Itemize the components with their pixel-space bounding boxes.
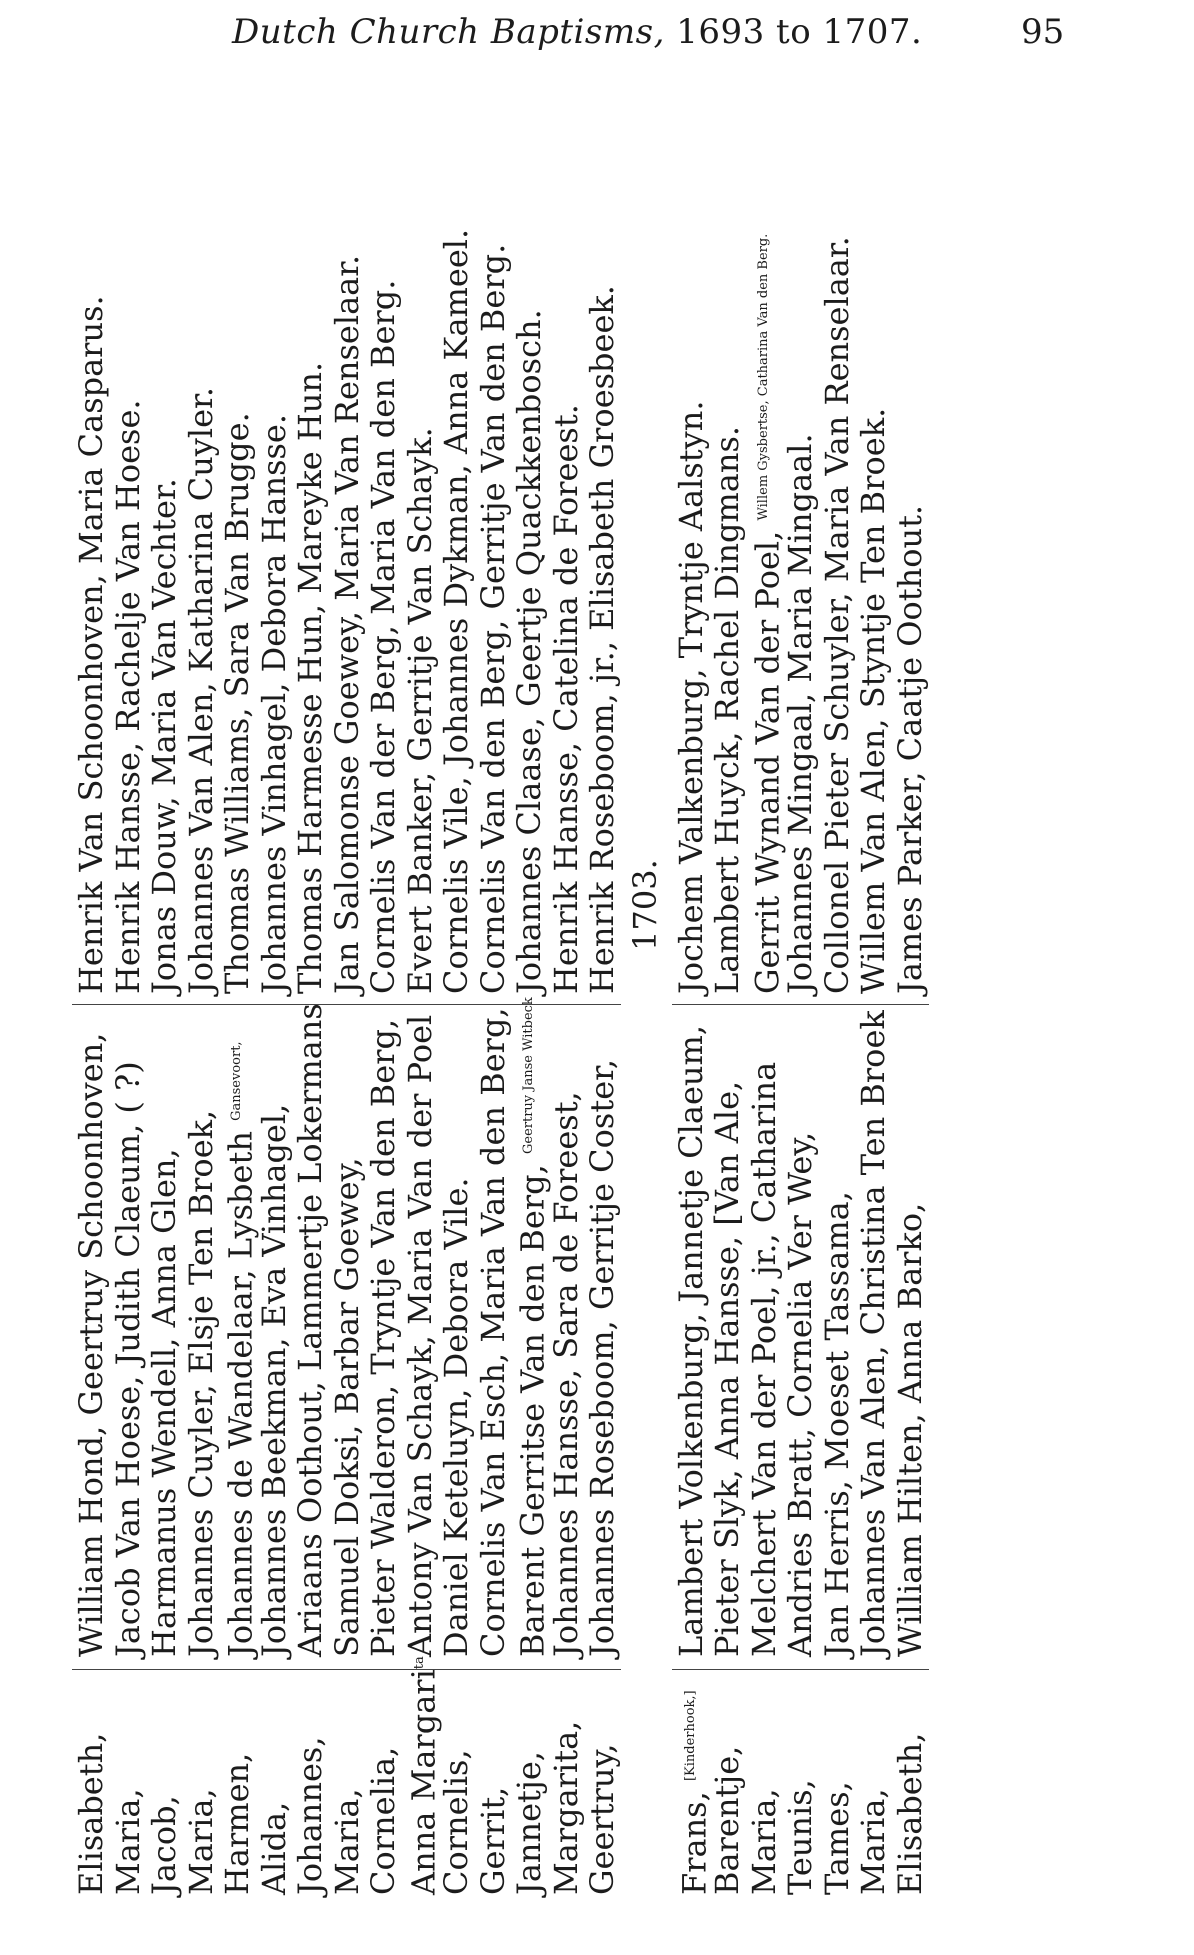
parents-names: William Hond, Geertruy Schoonhoven, [72, 607, 110, 1670]
parents-names: Johannes Beekman, Eva Vinhagel, [255, 607, 293, 1670]
sponsors-names: Cornelis Vile, Johannes Dykman, Anna Kameel. [437, 54, 475, 1005]
register-row [474, 55, 512, 1895]
child-name: Maria, [744, 1788, 783, 1895]
sponsors-names: Gerrit Wynand Van der Poel, $^{Willem Gysbertse, Catharina Van den Berg.}$ [745, 54, 787, 1005]
child-name: Cornelia, [364, 1746, 402, 1895]
parents-names: Pieter Walderon, Tryntje Van den Berg, [364, 607, 402, 1670]
register-row [547, 55, 585, 1895]
parents-names: Ariaans Oothout, Lammertje Lokermans [291, 607, 329, 1670]
register-row [671, 55, 714, 1895]
register-row [818, 55, 856, 1895]
parents-names: Daniel Keteluyn, Debora Vile. [437, 607, 475, 1670]
child-name: Maria, [854, 1788, 892, 1895]
sponsors-names: Jochem Valkenburg, Tryntje Aalstyn. [672, 54, 710, 1005]
sponsors-names: Johannes Van Alen, Katharina Cuyler. [182, 54, 220, 1005]
register-row [218, 55, 260, 1895]
sponsors-names: Johannes Mingaal, Maria Mingaal. [781, 54, 819, 1005]
parents-names: Jacob Van Hoese, Judith Claeum, ( ?) [109, 607, 147, 1670]
child-name: Maria, [181, 1788, 220, 1895]
parents-names: Johannes Roseboom, Gerritje Coster, [583, 607, 621, 1670]
child-name: Frans, [Kinderhook,] [675, 1690, 714, 1895]
sponsors-names: Willem Van Alen, Styntje Ten Broek. [854, 54, 892, 1005]
parents-names: William Hilten, Anna Barko, [891, 607, 929, 1670]
parent-note: Geertruy Janse Witbeck [521, 997, 536, 1154]
child-name: Teunis, [781, 1779, 819, 1895]
sponsor-note: Willem Gysbertse, Catharina Van den Berg. [755, 233, 771, 521]
parents-names: Lambert Volkenburg, Jannetje Claeum, [672, 607, 710, 1670]
register-row [400, 55, 443, 1895]
sponsors-names: Thomas Harmesse Hun, Mareyke Hun. [291, 54, 329, 1005]
register-row [109, 55, 147, 1895]
parents-names: Cornelis Van Esch, Maria Van den Berg, [474, 607, 512, 1670]
sponsors-names: Henrik Van Schoonhoven, Maria Casparus. [72, 54, 110, 1005]
child-name: Maria, [327, 1788, 366, 1895]
register-row [708, 55, 746, 1895]
running-title: Dutch Church Baptisms, 1693 to 1707. [232, 12, 923, 52]
register-row [145, 55, 183, 1895]
sponsors-names: Johannes Vinhagel, Debora Hansse. [255, 54, 293, 1005]
child-name: Alida, [254, 1801, 293, 1895]
register-row [437, 55, 475, 1895]
child-name: Elisabeth, [72, 1732, 110, 1895]
register-row [255, 55, 293, 1895]
register-row [583, 55, 621, 1895]
register-row [854, 55, 892, 1895]
child-name: Maria, [108, 1788, 147, 1895]
child-name: Anna Margari$^{ta}$ [404, 1656, 443, 1895]
register-row [328, 55, 366, 1895]
sponsors-names: Thomas Williams, Sara Van Brugge. [218, 54, 256, 1005]
register-row [291, 55, 329, 1895]
sponsors-names: Henrik Hansse, Rachelje Van Hoese. [109, 54, 147, 1005]
child-name: Johannes, [291, 1736, 329, 1895]
sponsors-names: Collonel Pieter Schuyler, Maria Van Renselaar. [818, 54, 856, 1005]
place-note: [Kinderhook,] [682, 1690, 698, 1782]
child-name: Gerrit, [473, 1786, 512, 1895]
register-row [744, 55, 787, 1895]
child-name: Margarita, [546, 1720, 585, 1895]
child-name: Jacob, [145, 1795, 183, 1895]
parents-names: Johannes Hansse, Sara de Foreest, [547, 607, 585, 1670]
sponsors-names: Jan Salomonse Goewey, Maria Van Renselaar. [328, 54, 366, 1005]
register-row [891, 55, 929, 1895]
parents-names: Samuel Doksi, Barbar Goewey, [328, 607, 366, 1670]
child-name: Geertruy, [583, 1743, 621, 1895]
sponsors-names: Cornelis Van der Berg, Maria Van den Berg. [364, 54, 402, 1005]
child-name: Harmen, [218, 1752, 256, 1895]
parents-names: Antony Van Schayk, Maria Van der Poel [401, 607, 439, 1670]
page-number: 95 [1021, 12, 1065, 52]
child-name: Tames, [817, 1781, 856, 1895]
sponsors-names: Jonas Douw, Maria Van Vechter. [145, 54, 183, 1005]
baptism-register [50, 55, 1070, 1895]
child-name: Cornelis, [437, 1749, 475, 1895]
parents-names: Johannes Van Alen, Christina Ten Broek [854, 607, 892, 1670]
sponsors-names: James Parker, Caatje Oothout. [891, 54, 929, 1005]
sponsors-names: Johannes Claase, Geertje Quackkenbosch. [510, 54, 548, 1005]
child-name-suffix: ta [411, 1656, 427, 1670]
parents-names: Johannes de Wandelaar, Lysbeth $^{Gansevoort,}$ [218, 607, 260, 1670]
child-name: Elisabeth, [890, 1732, 929, 1895]
sponsors-names: Henrik Roseboom, jr., Elisabeth Groesbeek. [583, 54, 621, 1005]
sponsors-names: Lambert Huyck, Rachel Dingmans. [708, 54, 746, 1005]
child-name: Barentje, [708, 1745, 746, 1895]
child-name: Jannetje, [510, 1751, 548, 1895]
register-row [510, 55, 552, 1895]
register-row [72, 55, 110, 1895]
parents-names: Harmanus Wendell, Anna Glen, [145, 607, 183, 1670]
parents-names: Pieter Slyk, Anna Hansse, [Van Ale, [708, 607, 746, 1670]
register-row [781, 55, 819, 1895]
register-row [182, 55, 220, 1895]
parents-names: Melchert Van der Poel, jr., Catharina [745, 607, 783, 1670]
register-row [364, 55, 402, 1895]
parents-names: Barent Gerritse Van den Berg, $^{Geertruy Janse Witbeck}$ [510, 607, 552, 1670]
parents-names: Andries Bratt, Cornelia Ver Wey, [781, 607, 819, 1670]
parent-note: Gansevoort, [229, 1041, 244, 1121]
parents-names: Jan Herris, Moeset Tassama, [818, 607, 856, 1670]
parents-continuation: [Van Ale, [708, 1080, 746, 1226]
parents-names: Johannes Cuyler, Elsje Ten Broek, [182, 607, 220, 1670]
sponsors-names: Henrik Hansse, Catelina de Foreest. [547, 54, 585, 1005]
page-header [0, 12, 1194, 60]
sponsors-names: Cornelis Van den Berg, Gerritje Van den Berg. [474, 54, 512, 1005]
year-heading: 1703. [625, 859, 664, 951]
sponsors-names: Evert Banker, Gerritje Van Schayk. [401, 54, 439, 1005]
